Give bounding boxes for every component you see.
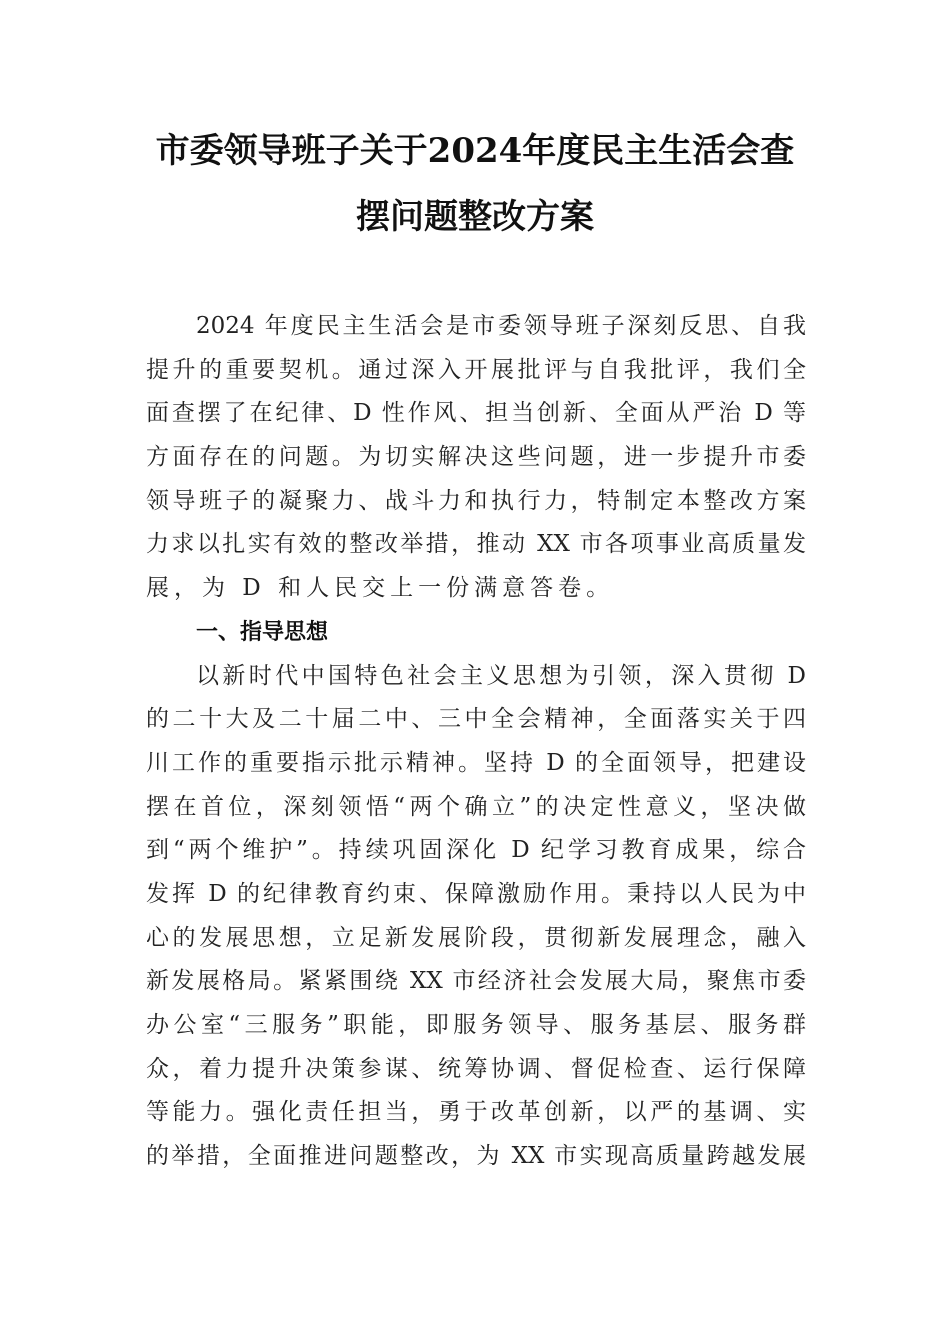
intro-line: 方面存在的问题。为切实解决这些问题，进一步提升市委 bbox=[146, 444, 806, 471]
intro-line: 面查摆了在纪律、D 性作风、担当创新、全面从严治 D 等 bbox=[146, 400, 806, 427]
intro-line: 力求以扎实有效的整改举措，推动 XX 市各项事业高质量发 bbox=[146, 531, 806, 558]
section-1-line: 心的发展思想，立足新发展阶段，贯彻新发展理念，融入 bbox=[146, 924, 806, 951]
section-1-line: 到“两个维护”。持续巩固深化 D 纪学习教育成果，综合 bbox=[146, 837, 806, 864]
section-1-line: 摆在首位，深刻领悟“两个确立”的决定性意义，坚决做 bbox=[146, 793, 806, 820]
document-title-line-1: 市委领导班子关于2024年度民主生活会查 bbox=[155, 131, 795, 171]
section-1-paragraph bbox=[146, 655, 806, 1179]
intro-line: 展，为 D 和人民交上一份满意答卷。 bbox=[146, 575, 615, 602]
intro-line: 领导班子的凝聚力、战斗力和执行力，特制定本整改方案 bbox=[146, 487, 806, 514]
intro-line: 提升的重要契机。通过深入开展批评与自我批评，我们全 bbox=[146, 356, 806, 383]
section-1-line: 办公室“三服务”职能，即服务领导、服务基层、服务群 bbox=[146, 1012, 806, 1038]
document-body bbox=[146, 305, 806, 1179]
section-1-line: 新发展格局。紧紧围绕 XX 市经济社会发展大局，聚焦市委 bbox=[146, 968, 806, 995]
section-1-line: 等能力。强化责任担当，勇于改革创新，以严的基调、实 bbox=[146, 1099, 806, 1126]
section-1-line: 的举措，全面推进问题整改，为 XX 市实现高质量跨越发展 bbox=[146, 1143, 806, 1170]
section-1-line: 以新时代中国特色社会主义思想为引领，深入贯彻 D bbox=[196, 662, 806, 689]
document-title-line-2: 摆问题整改方案 bbox=[356, 197, 594, 237]
section-1-line: 的二十大及二十届二中、三中全会精神，全面落实关于四 bbox=[146, 706, 806, 733]
intro-paragraph bbox=[146, 305, 806, 611]
section-1-line: 川工作的重要指示批示精神。坚持 D 的全面领导，把建设 bbox=[146, 749, 806, 776]
section-1-line: 众，着力提升决策参谋、统筹协调、督促检查、运行保障 bbox=[146, 1055, 806, 1082]
section-1-line: 发挥 D 的纪律教育约束、保障激励作用。秉持以人民为中 bbox=[146, 880, 806, 907]
section-heading-guiding-ideology: 一、指导思想 bbox=[196, 619, 329, 645]
intro-line: 2024 年度民主生活会是市委领导班子深刻反思、自我 bbox=[196, 313, 806, 339]
